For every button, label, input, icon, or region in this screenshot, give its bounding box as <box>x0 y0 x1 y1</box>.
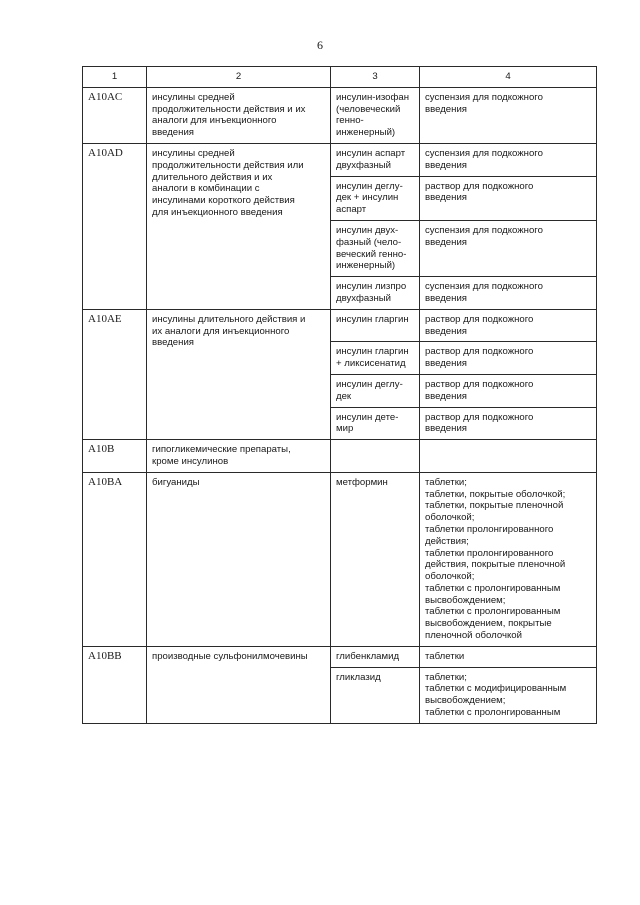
dosage-form-cell: суспензия для подкожного введения <box>420 220 597 276</box>
substance-cell: инсулин лизпро двухфазный <box>331 277 420 310</box>
substance-cell: инсулин гларгин <box>331 309 420 342</box>
group-name-cell: производные сульфонилмочевины <box>147 646 331 723</box>
table-row <box>83 143 597 176</box>
substance-cell: инсулин аспарт двухфазный <box>331 143 420 176</box>
substance-cell <box>331 440 420 473</box>
atc-code-cell: A10AD <box>83 143 147 309</box>
dosage-form-cell: раствор для подкожного введения <box>420 342 597 375</box>
atc-code-cell: A10BA <box>83 472 147 646</box>
table-row <box>83 309 597 342</box>
dosage-form-cell: суспензия для подкожного введения <box>420 277 597 310</box>
column-header-1: 1 <box>83 67 147 88</box>
table-body <box>83 87 597 723</box>
group-name-cell: бигуаниды <box>147 472 331 646</box>
substance-cell: инсулин-изофан (человеческий генно- инженерный) <box>331 87 420 143</box>
table-row <box>83 440 597 473</box>
dosage-form-cell: раствор для подкожного введения <box>420 407 597 440</box>
table-row <box>83 646 597 667</box>
group-name-cell: гипогликемические препараты, кроме инсулинов <box>147 440 331 473</box>
group-name-cell: инсулины длительного действия и их аналоги для инъекционного введения <box>147 309 331 439</box>
substance-cell: гликлазид <box>331 667 420 723</box>
column-header-3: 3 <box>331 67 420 88</box>
substance-cell: инсулин дете- мир <box>331 407 420 440</box>
atc-code-cell: A10BB <box>83 646 147 723</box>
table-row <box>83 472 597 646</box>
group-name-cell: инсулины средней продолжительности действия или длительного действия и их аналоги в комбинации с инсулинами короткого действия для инъекционного введения <box>147 143 331 309</box>
substance-cell: инсулин гларгин + ликсисенатид <box>331 342 420 375</box>
column-header-2: 2 <box>147 67 331 88</box>
substance-cell: метформин <box>331 472 420 646</box>
substance-cell: инсулин деглу- дек <box>331 374 420 407</box>
dosage-form-cell: таблетки; таблетки с модифицированным высвобождением; таблетки с пролонгированным <box>420 667 597 723</box>
dosage-form-cell: раствор для подкожного введения <box>420 374 597 407</box>
atc-code-cell: A10AE <box>83 309 147 439</box>
dosage-form-cell: раствор для подкожного введения <box>420 309 597 342</box>
dosage-form-cell: суспензия для подкожного введения <box>420 143 597 176</box>
atc-code-cell: A10B <box>83 440 147 473</box>
substance-cell: инсулин двух- фазный (чело- веческий генно- инженерный) <box>331 220 420 276</box>
atc-code-cell: A10AC <box>83 87 147 143</box>
dosage-form-cell <box>420 440 597 473</box>
substance-cell: инсулин деглу- дек + инсулин аспарт <box>331 176 420 220</box>
column-header-4: 4 <box>420 67 597 88</box>
table-header-row <box>83 67 597 88</box>
dosage-form-cell: суспензия для подкожного введения <box>420 87 597 143</box>
dosage-form-cell: раствор для подкожного введения <box>420 176 597 220</box>
dosage-form-cell: таблетки <box>420 646 597 667</box>
substance-cell: глибенкламид <box>331 646 420 667</box>
group-name-cell: инсулины средней продолжительности действия и их аналоги для инъекционного введения <box>147 87 331 143</box>
page-number: 6 <box>317 38 323 52</box>
table-row <box>83 87 597 143</box>
dosage-form-cell: таблетки; таблетки, покрытые оболочкой; таблетки, покрытые пленочной оболочкой; таблетки пролонгированного действия; таблетки пролонгированного действия, покрытые пленочной оболочкой; таблетки с пролонгированным высвобождением; таблетки с пролонгированным высвобождением, покрытые пленочной оболочкой <box>420 472 597 646</box>
drug-table <box>82 66 597 724</box>
